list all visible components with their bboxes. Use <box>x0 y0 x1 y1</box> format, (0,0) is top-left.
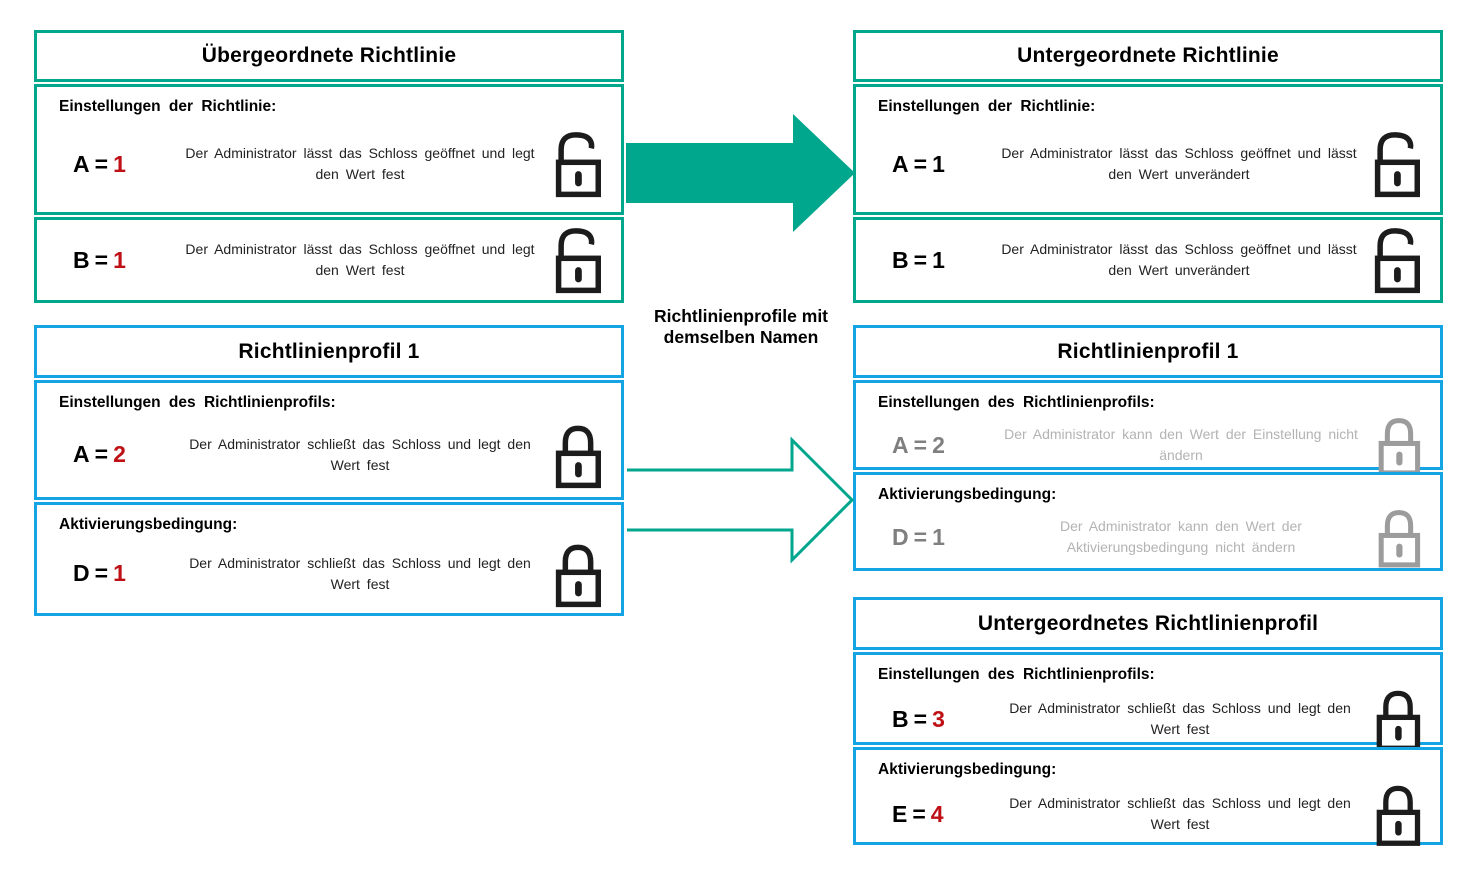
setting-description: Der Administrator lässt das Schloss geöffnet und legt den Wert fest <box>185 145 535 182</box>
setting-a-value: A = 1 <box>892 150 945 177</box>
closed-lock-icon <box>551 421 605 489</box>
setting-b-value: B = 1 <box>73 246 126 273</box>
child-policy-box <box>853 30 1443 303</box>
child-profile-setting-b <box>853 652 1443 745</box>
setting-description: Der Administrator schließt das Schloss und legt den Wert fest <box>1009 700 1351 737</box>
setting-value: 2 <box>932 431 945 458</box>
box-title: Richtlinienprofil 1 <box>1057 339 1239 363</box>
setting-description: Der Administrator lässt das Schloss geöffnet und lässt den Wert unverändert <box>1001 241 1357 278</box>
setting-b-value: B = 3 <box>892 705 945 732</box>
section-label: Aktivierungsbedingung: <box>59 516 238 533</box>
setting-value: 1 <box>932 150 945 177</box>
setting-description: Der Administrator kann den Wert der Einstellung nicht ändern <box>1004 426 1358 463</box>
parent-policy-setting-a <box>34 84 624 215</box>
setting-value: 2 <box>113 441 126 467</box>
setting-d-value: D = 1 <box>892 523 945 550</box>
box-title: Übergeordnete Richtlinie <box>201 44 457 67</box>
parent-policy-setting-b <box>34 217 624 303</box>
setting-a-value: A = 2 <box>73 441 126 467</box>
profile-inheritance-arrow <box>627 440 852 560</box>
parent-policy-title <box>34 30 624 82</box>
setting-description: Der Administrator schließt das Schloss und legt den Wert fest <box>1009 795 1351 832</box>
profile1-child-title <box>853 325 1443 378</box>
closed-lock-icon <box>1372 686 1424 752</box>
box-title: Untergeordnete Richtlinie <box>1017 44 1279 67</box>
policy-inheritance-arrow <box>626 114 855 232</box>
setting-description: Der Administrator schließt das Schloss und legt den Wert fest <box>189 554 531 592</box>
parent-policy-box <box>34 30 624 303</box>
center-caption <box>635 306 847 349</box>
profile1-child-activation <box>853 472 1443 571</box>
child-profile-title <box>853 597 1443 650</box>
setting-d-value: D = 1 <box>73 560 126 586</box>
box-title: Richtlinienprofil 1 <box>238 339 420 363</box>
section-label: Einstellungen des Richtlinienprofils: <box>878 666 1155 683</box>
setting-value: 3 <box>932 705 945 732</box>
profile1-parent-box <box>34 325 624 616</box>
open-lock-icon <box>551 225 605 295</box>
setting-e-value: E = 4 <box>892 800 944 827</box>
section-label: Einstellungen der Richtlinie: <box>59 98 277 115</box>
child-policy-setting-b <box>853 217 1443 303</box>
profile1-parent-title <box>34 325 624 378</box>
open-lock-icon <box>1370 225 1424 295</box>
box-title: Untergeordnetes Richtlinienprofil <box>977 611 1319 635</box>
child-profile-box <box>853 597 1443 845</box>
open-lock-icon <box>1370 129 1424 199</box>
setting-description: Der Administrator kann den Wert der Aktivierungsbedingung nicht ändern <box>1060 518 1302 555</box>
section-label: Aktivierungsbedingung: <box>878 761 1057 778</box>
closed-lock-icon <box>1372 781 1424 847</box>
section-label: Einstellungen des Richtlinienprofils: <box>59 394 336 411</box>
profile1-parent-activation <box>34 502 624 616</box>
profile1-child-setting-a <box>853 380 1443 470</box>
section-label: Aktivierungsbedingung: <box>878 486 1057 503</box>
setting-value: 1 <box>932 523 945 550</box>
setting-value: 1 <box>113 560 126 586</box>
center-caption-line2: demselben Namen <box>663 327 819 348</box>
closed-lock-icon <box>551 540 605 608</box>
setting-value: 4 <box>930 800 944 827</box>
setting-value: 1 <box>113 246 126 273</box>
child-policy-setting-a <box>853 84 1443 215</box>
closed-lock-icon <box>1374 414 1424 476</box>
open-lock-icon <box>551 129 605 199</box>
section-label: Einstellungen der Richtlinie: <box>878 98 1096 115</box>
profile1-child-box <box>853 325 1443 571</box>
setting-description: Der Administrator lässt das Schloss geöffnet und legt den Wert fest <box>185 241 535 278</box>
setting-value: 1 <box>113 150 126 177</box>
closed-lock-icon <box>1374 506 1424 568</box>
profile1-parent-setting-a <box>34 380 624 500</box>
child-profile-activation <box>853 747 1443 845</box>
setting-description: Der Administrator schließt das Schloss und legt den Wert fest <box>189 435 531 473</box>
section-label: Einstellungen des Richtlinienprofils: <box>878 394 1155 411</box>
center-caption-line1: Richtlinienprofile mit <box>653 306 829 326</box>
setting-a-value: A = 2 <box>892 431 945 458</box>
setting-a-value: A = 1 <box>73 150 126 177</box>
setting-b-value: B = 1 <box>892 246 945 273</box>
setting-description: Der Administrator lässt das Schloss geöffnet und lässt den Wert unverändert <box>1001 145 1357 182</box>
setting-value: 1 <box>932 246 945 273</box>
child-policy-title <box>853 30 1443 82</box>
